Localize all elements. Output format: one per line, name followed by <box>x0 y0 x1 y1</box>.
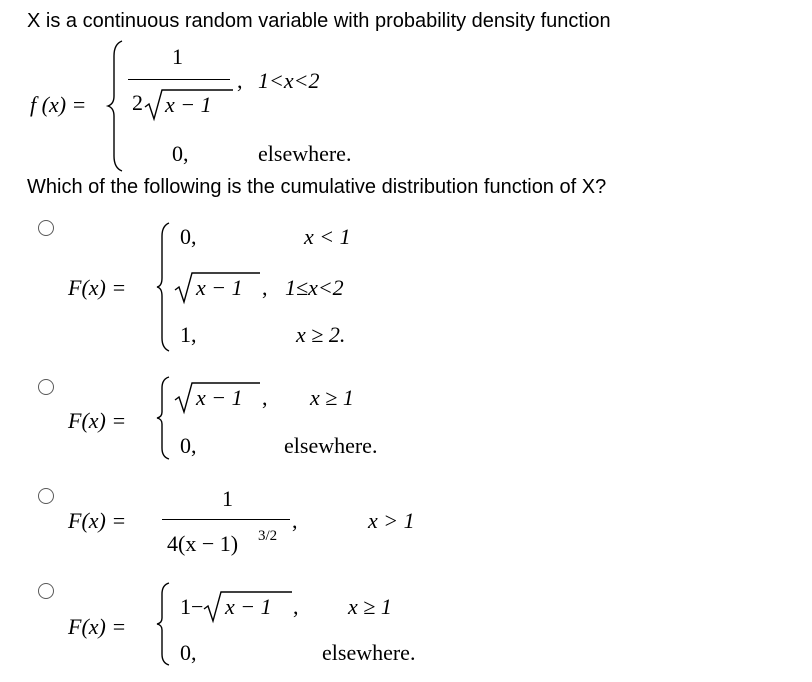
option-c-radio[interactable] <box>38 488 54 504</box>
option-d-left-brace <box>157 582 173 666</box>
option-a-row2-comma: , <box>262 275 268 300</box>
pdf-lhs: f (x) = <box>30 92 87 117</box>
option-d-row1-comma: , <box>293 594 299 619</box>
option-b-row1-condition: x ≥ 1 <box>310 385 354 410</box>
question-intro: X is a continuous random variable with probability density function <box>27 10 611 32</box>
option-d-row1-prefix: 1− <box>180 594 204 619</box>
option-d-row2-condition: elsewhere. <box>322 640 416 665</box>
pdf-denominator-radicand: x − 1 <box>165 92 212 117</box>
option-a-row2-radicand: x − 1 <box>196 275 243 300</box>
option-c-comma: , <box>292 508 298 533</box>
pdf-condition-elsewhere: elsewhere. <box>258 141 352 166</box>
option-d-row2-value: 0, <box>180 640 197 665</box>
pdf-numerator: 1 <box>172 44 183 69</box>
option-d-lhs: F(x) = <box>68 614 127 639</box>
option-c-exponent: 3/2 <box>258 528 278 544</box>
option-c-denominator: 4(x − 1) <box>167 531 239 556</box>
option-b-row1-radicand: x − 1 <box>196 385 243 410</box>
option-b-row2-condition: elsewhere. <box>284 433 378 458</box>
option-c-lhs: F(x) = <box>68 508 127 533</box>
option-a-row1-condition: x < 1 <box>304 224 351 249</box>
option-c-condition: x > 1 <box>368 508 415 533</box>
option-b-left-brace <box>157 376 173 460</box>
pdf-zero-value: 0, <box>172 141 189 166</box>
option-a-left-brace <box>157 222 173 352</box>
option-a-row2-condition: 1≤x<2 <box>285 275 344 300</box>
pdf-condition-interval: 1<x<2 <box>258 68 320 93</box>
option-d-row1-condition: x ≥ 1 <box>348 594 392 619</box>
option-b-row1-comma: , <box>262 385 268 410</box>
pdf-comma: , <box>237 68 243 93</box>
option-b-row2-value: 0, <box>180 433 197 458</box>
question-prompt: Which of the following is the cumulative distribution function of X? <box>27 176 607 198</box>
pdf-fraction-bar <box>128 79 230 80</box>
option-a-lhs: F(x) = <box>68 275 127 300</box>
option-c-fraction-bar <box>162 519 290 520</box>
option-a-row3-value: 1, <box>180 322 197 347</box>
option-c-numerator: 1 <box>222 486 233 511</box>
pdf-left-brace <box>108 40 128 172</box>
option-a-row3-condition: x ≥ 2. <box>296 322 346 347</box>
option-a-radio[interactable] <box>38 220 54 236</box>
option-d-radio[interactable] <box>38 583 54 599</box>
pdf-denominator-coef: 2 <box>132 90 143 115</box>
option-d-row1-radicand: x − 1 <box>225 594 272 619</box>
option-b-lhs: F(x) = <box>68 408 127 433</box>
option-b-radio[interactable] <box>38 379 54 395</box>
option-a-row1-value: 0, <box>180 224 197 249</box>
